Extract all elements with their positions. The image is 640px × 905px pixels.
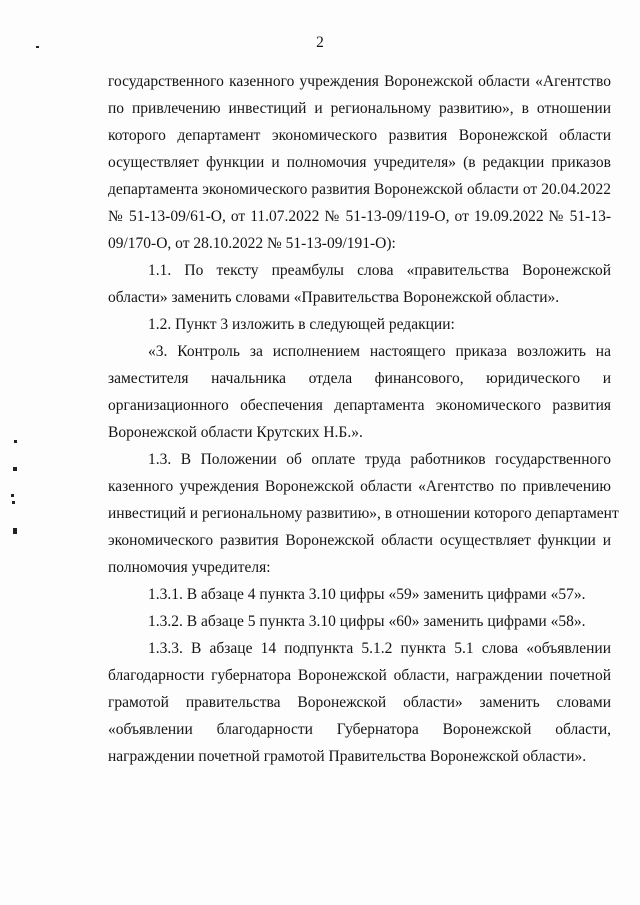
clause-1-2: 1.2. Пункт 3 изложить в следующей редакции: (148, 316, 455, 333)
text-line: награждении почетной грамотой Правительства Воронежской области». (108, 748, 587, 765)
text-line: осуществляет функции и полномочия учредителя» (в редакции приказов (108, 154, 611, 171)
text-line: департамента экономического развития Воронежской области от 20.04.2022 (108, 181, 611, 198)
text-line: экономического развития Воронежской области осуществляет функции и (108, 532, 611, 549)
clause-1-1: 1.1. По тексту преамбулы слова «правительства Воронежской (148, 262, 611, 279)
text-line: № 51-13-09/61-О, от 11.07.2022 № 51-13-09/119-О, от 19.09.2022 № 51-13- (108, 208, 611, 225)
text-line: по привлечению инвестиций и региональному развитию», в отношении (108, 100, 611, 117)
text-line: благодарности губернатора Воронежской области, награждении почетной (108, 667, 611, 684)
text-line: полномочия учредителя: (108, 559, 271, 576)
scan-speck (13, 467, 17, 471)
scan-speck (11, 494, 14, 497)
clause-1-3-2: 1.3.2. В абзаце 5 пункта 3.10 цифры «60» заменить цифрами «58». (148, 613, 586, 630)
scan-speck (12, 501, 15, 504)
text-line: заместителя начальника отдела финансового, юридического и (108, 370, 611, 387)
text-line: инвестиций и региональному развитию», в отношении которого департамент (108, 505, 619, 522)
clause-1-3-3: 1.3.3. В абзаце 14 подпункта 5.1.2 пункта 5.1 слова «объявлении (148, 640, 611, 657)
text-line: «объявлении благодарности Губернатора Воронежской области, (108, 721, 611, 738)
scan-speck (14, 440, 17, 443)
text-line: государственного казенного учреждения Воронежской области «Агентство (108, 73, 611, 90)
text-line: области» заменить словами «Правительства Воронежской области». (108, 289, 560, 306)
clause-1-3: 1.3. В Положении об оплате труда работников государственного (148, 451, 611, 468)
text-line: 09/170-О, от 28.10.2022 № 51-13-09/191-О): (108, 235, 396, 252)
text-line: казенного учреждения Воронежской области «Агентство по привлечению (108, 478, 611, 495)
text-line: Воронежской области Крутских Н.Б.». (108, 424, 363, 441)
page-number: 2 (316, 34, 324, 51)
text-line: которого департамент экономического развития Воронежской области (108, 127, 611, 144)
scan-speck (13, 528, 17, 534)
clause-1-3-1: 1.3.1. В абзаце 4 пункта 3.10 цифры «59» заменить цифрами «57». (148, 586, 586, 603)
text-line: грамотой правительства Воронежской области» заменить словами (108, 694, 611, 711)
quoted-clause-3: «3. Контроль за исполнением настоящего приказа возложить на (148, 343, 611, 360)
text-line: организационного обеспечения департамента экономического развития (108, 397, 611, 414)
scan-speck (36, 46, 39, 48)
